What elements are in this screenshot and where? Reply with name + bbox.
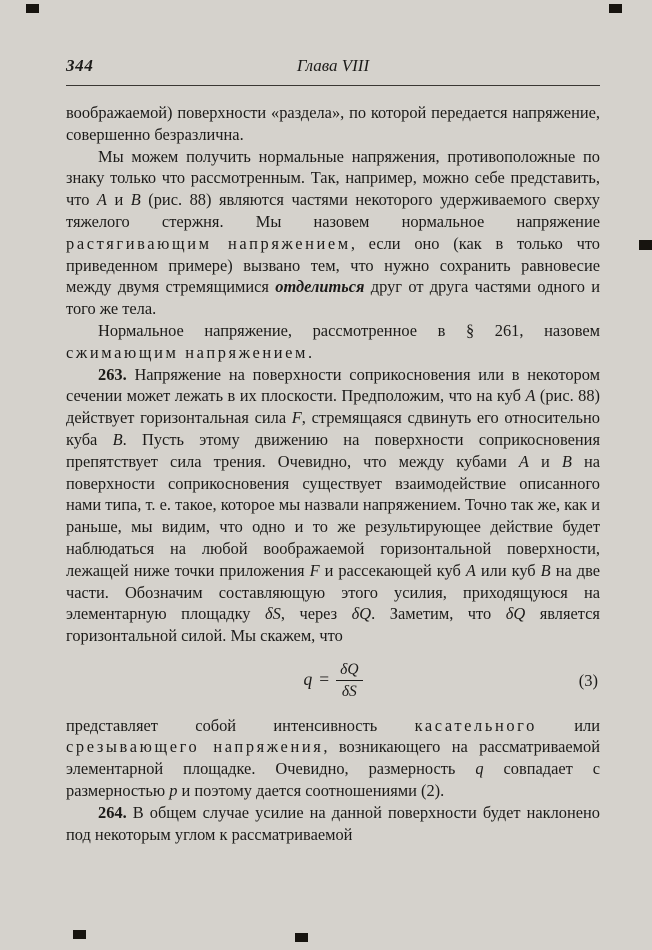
text-run: Нормальное напряжение, рассмотренное в § 261, назовем xyxy=(98,320,600,340)
text-run: является горизонтальной силой. Мы скажем, что xyxy=(66,604,600,646)
text-run: F xyxy=(309,560,320,580)
text-run: F xyxy=(291,408,302,428)
text-run: 264. xyxy=(98,802,133,822)
text-run: растягивающим напряжением xyxy=(66,233,351,253)
fraction-denominator: δS xyxy=(341,683,357,701)
text-run: или куб xyxy=(475,560,541,580)
text-run: сжимающим напряжением xyxy=(66,342,309,362)
text-run: касательного xyxy=(414,715,537,735)
text-run: δS xyxy=(265,604,281,624)
text-run: В xyxy=(112,429,123,449)
text-run: воображаемой) поверхности «раздела», по которой передается напряжение, совершенно безразлична. xyxy=(66,103,600,144)
text-run: и xyxy=(106,190,131,210)
page-number: 344 xyxy=(66,56,94,75)
text-run: Напряжение на поверхности соприкосновения или в некотором сечении может лежать в их плоскости. Предположим, что на куб xyxy=(66,364,601,406)
text-run: друг от друга частями одного и того же тела. xyxy=(66,277,601,319)
text-run: δQ xyxy=(505,604,526,624)
running-head-title: Глава VIII xyxy=(296,56,370,75)
fraction xyxy=(336,660,362,702)
text-run: В xyxy=(540,560,551,580)
paragraph xyxy=(66,802,600,846)
text-run: 263. xyxy=(98,364,135,384)
paragraph xyxy=(66,715,600,802)
page-header xyxy=(66,56,600,86)
text-run: Мы можем получить нормальные напряжения, противоположные по знаку только что рассмотренным. Так, например, можно себе представить, что xyxy=(66,146,600,210)
formula-lhs: q xyxy=(303,668,313,689)
text-run: на поверхности соприкосновения существует взаимодействие описанного нами типа, т. е. такое, которое мы назвали напряжением. Точно так же, как и раньше, мы видим, что одно и то же результирующее действие будет наблюдаться на любой воображаемой горизонтальной поверхности, лежащей ниже точки приложения xyxy=(66,451,600,580)
paragraph xyxy=(66,364,600,647)
text-run: А xyxy=(96,190,107,210)
paragraph xyxy=(66,320,600,364)
text-run: . Заметим, что xyxy=(371,604,506,624)
text-run: , если оно (как в только что приведенном примере) вызвано тем, что нужно сохранить равновесие между двумя стремящимися xyxy=(66,233,601,297)
equation-number: (3) xyxy=(578,670,598,690)
text-run: , через xyxy=(280,604,352,624)
text-run: В общем случае усилие на данной поверхности будет наклонено под некоторым углом к рассматриваемой xyxy=(66,802,600,844)
text-run: или xyxy=(536,715,600,735)
text-run: , стремящаяся сдвинуть его относительно куба xyxy=(66,408,600,449)
text-run: срезывающего напряжения xyxy=(66,737,324,757)
text-run: p xyxy=(169,781,178,801)
text-run: и поэтому дается соотношениями (2). xyxy=(177,781,445,801)
text-run: (рис. 88) являются частями некоторого удерживаемого сверху тяжелого стержня. Мы назовем нормальное напряжение xyxy=(66,190,601,231)
scan-registration-mark xyxy=(73,930,86,939)
scan-registration-mark xyxy=(639,240,652,250)
text-run: представляет собой интенсивность xyxy=(66,715,415,735)
text-run: В xyxy=(561,451,572,471)
scan-registration-mark xyxy=(26,4,39,13)
equals-sign: = xyxy=(319,668,330,689)
text-run: на две части. Обозначим составляющую этого усилия, приходящуюся на элементарную площадку xyxy=(66,560,601,624)
text-run: δQ xyxy=(351,604,372,624)
display-formula xyxy=(66,660,600,702)
page-body xyxy=(66,102,600,845)
text-run: А xyxy=(465,560,476,580)
text-run: и xyxy=(528,451,562,471)
text-run: q xyxy=(475,759,484,779)
text-run: А xyxy=(525,386,536,406)
text-run: , возникающего на рассматриваемой элементарной площадке. Очевидно, размерность xyxy=(66,737,600,779)
text-run: . xyxy=(308,342,313,362)
text-run: В xyxy=(130,190,141,210)
text-run: . Пусть этому движению на поверхности соприкосновения препятствует сила трения. Очевидно, что между кубами xyxy=(66,429,600,471)
scan-registration-mark xyxy=(609,4,622,13)
paragraph xyxy=(66,102,600,146)
text-run: (рис. 88) действует горизонтальная сила xyxy=(66,386,601,428)
text-run: совпадает с размерностью xyxy=(66,759,600,801)
fraction-numerator: δQ xyxy=(336,660,362,681)
text-run: и рассекающей куб xyxy=(319,560,466,580)
scan-registration-mark xyxy=(295,933,308,942)
text-run: А xyxy=(518,451,529,471)
formula-expression xyxy=(303,660,362,702)
text-run: отделиться xyxy=(275,277,365,297)
paragraph xyxy=(66,146,600,320)
